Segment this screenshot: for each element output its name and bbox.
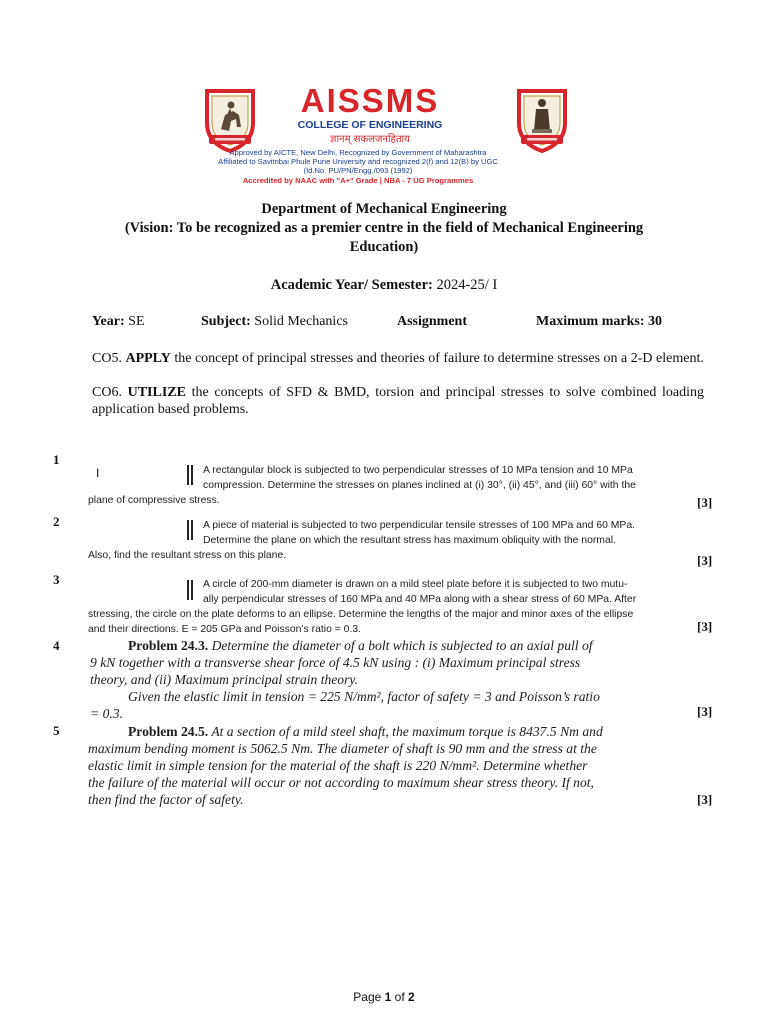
question-3-bar bbox=[187, 580, 189, 600]
question-1-line-3: plane of compressive stress. bbox=[88, 495, 220, 506]
approval-line-3: (Id.No. PU/PN/Engg./093 (1992) bbox=[303, 166, 413, 176]
question-number-4: 4 bbox=[53, 638, 60, 653]
question-4-line-4: Given the elastic limit in tension = 225 N/mm², factor of safety = 3 and Poisson’s ratio bbox=[128, 689, 600, 704]
college-header bbox=[208, 84, 508, 186]
question-4-problem-label: Problem 24.3. bbox=[128, 638, 209, 653]
question-3-line-2: ally perpendicular stresses of 160 MPa and 40 MPa along with a shear stress of 60 MPa. After bbox=[203, 594, 637, 605]
course-outcome-co5: CO5. APPLY the concept of principal stresses and theories of failure to determine stresses on a 2-D element. bbox=[92, 351, 704, 366]
subject-field bbox=[201, 314, 348, 330]
question-5-line-4: the failure of the material will occur or not according to maximum shear stress theory. If not, bbox=[88, 775, 594, 790]
year-field bbox=[92, 314, 145, 330]
total-pages: 2 bbox=[408, 990, 415, 1004]
question-2-line-3: Also, find the resultant stress on this plane. bbox=[88, 550, 287, 561]
question-4-line-3: theory, and (ii) Maximum principal strain theory. bbox=[90, 672, 359, 687]
question-1-line-2: compression. Determine the stresses on planes inclined at (i) 30°, (ii) 45°, and (iii) 60° with the bbox=[203, 480, 636, 491]
co5-verb: APPLY bbox=[125, 351, 171, 366]
assignment-type: Assignment bbox=[397, 314, 468, 329]
question-1-marks: [3] bbox=[697, 495, 713, 510]
vision-line-2: Education) bbox=[349, 239, 419, 255]
question-5-problem-label: Problem 24.5. bbox=[128, 724, 209, 739]
current-page: 1 bbox=[384, 990, 392, 1004]
question-4-line-1: Problem 24.3. Determine the diameter of a bolt which is subjected to an axial pull of bbox=[128, 638, 593, 653]
academic-year bbox=[60, 276, 708, 295]
approval-line-2: Affiliated to Savitribai Phule Pune University and recognized 2(f) and 12(B) by UGC bbox=[218, 157, 498, 167]
question-number-1: 1 bbox=[53, 452, 60, 467]
question-3-marks: [3] bbox=[697, 619, 713, 634]
college-name: AISSMS bbox=[300, 82, 440, 119]
college-subtitle: COLLEGE OF ENGINEERING bbox=[297, 119, 443, 131]
accreditation-line: Accredited by NAAC with "A+" Grade | NBA - 7 UG Programmes bbox=[242, 175, 474, 185]
approval-line-1: Approved by AICTE, New Delhi, Recognized by Government of Maharashtra bbox=[229, 148, 487, 157]
question-4-line-2: 9 kN together with a transverse shear force of 4.5 kN using : (i) Maximum principal stress bbox=[90, 655, 581, 670]
question-3-line-1: A circle of 200-mm diameter is drawn on a mild steel plate before it is subjected to two mutu- bbox=[203, 579, 628, 590]
question-5-line-5: then find the factor of safety. bbox=[88, 792, 244, 807]
question-number-5: 5 bbox=[53, 723, 60, 738]
question-2-line-2: Determine the plane on which the resultant stress has maximum obliquity with the normal. bbox=[203, 535, 616, 546]
question-5-line-1: Problem 24.5. At a section of a mild steel shaft, the maximum torque is 8437.5 Nm and bbox=[128, 724, 603, 739]
subject-value: Solid Mechanics bbox=[254, 314, 348, 329]
question-3-line-3: stressing, the circle on the plate deforms to an ellipse. Determine the lengths of the major and minor axes of the ellipse bbox=[88, 609, 634, 620]
question-5-line-3: elastic limit in simple tension for the material of the shaft is 220 N/mm². Determine whether bbox=[88, 758, 588, 773]
year-label: Year: bbox=[92, 314, 125, 329]
college-motto: ज्ञानम् सकलजनहिताय bbox=[330, 134, 410, 145]
question-3-line-4: and their directions. E = 205 GPa and Poisson’s ratio = 0.3. bbox=[88, 624, 362, 635]
academic-year-label: Academic Year/ Semester: bbox=[270, 277, 433, 293]
college-crest-right-icon bbox=[515, 85, 569, 153]
question-4-marks: [3] bbox=[697, 704, 713, 719]
question-4-line-5: = 0.3. bbox=[90, 706, 123, 721]
question-2-line-1: A piece of material is subjected to two perpendicular tensile stresses of 100 MPa and 60 MPa. bbox=[203, 520, 636, 531]
academic-year-value: 2024-25/ I bbox=[436, 277, 498, 293]
question-number-2: 2 bbox=[53, 514, 60, 529]
question-1-bar bbox=[187, 465, 189, 485]
co6-verb: UTILIZE bbox=[127, 385, 186, 400]
department-heading: Department of Mechanical Engineering bbox=[261, 201, 507, 217]
course-outcome-co6: CO6. UTILIZE the concepts of SFD & BMD, torsion and principal stresses to solve combined loading application based problems. bbox=[92, 385, 705, 417]
question-2-marks: [3] bbox=[697, 553, 713, 568]
question-2-bar bbox=[187, 520, 189, 540]
question-5-line-2: maximum bending moment is 5062.5 Nm. The diameter of shaft is 90 mm and the stress at the bbox=[88, 741, 597, 756]
question-1-marker: I bbox=[96, 466, 100, 480]
page-footer: Page 1 of 2 bbox=[353, 990, 415, 1004]
question-1-line-1: A rectangular block is subjected to two perpendicular stresses of 10 MPa tension and 10 MPa bbox=[203, 465, 633, 476]
question-number-3: 3 bbox=[53, 572, 60, 587]
vision-line-1: (Vision: To be recognized as a premier centre in the field of Mechanical Engineering bbox=[124, 220, 644, 236]
year-value: SE bbox=[128, 314, 145, 329]
maximum-marks: Maximum marks: 30 bbox=[536, 314, 662, 329]
subject-label: Subject: bbox=[201, 314, 251, 329]
question-5-marks: [3] bbox=[697, 792, 713, 807]
